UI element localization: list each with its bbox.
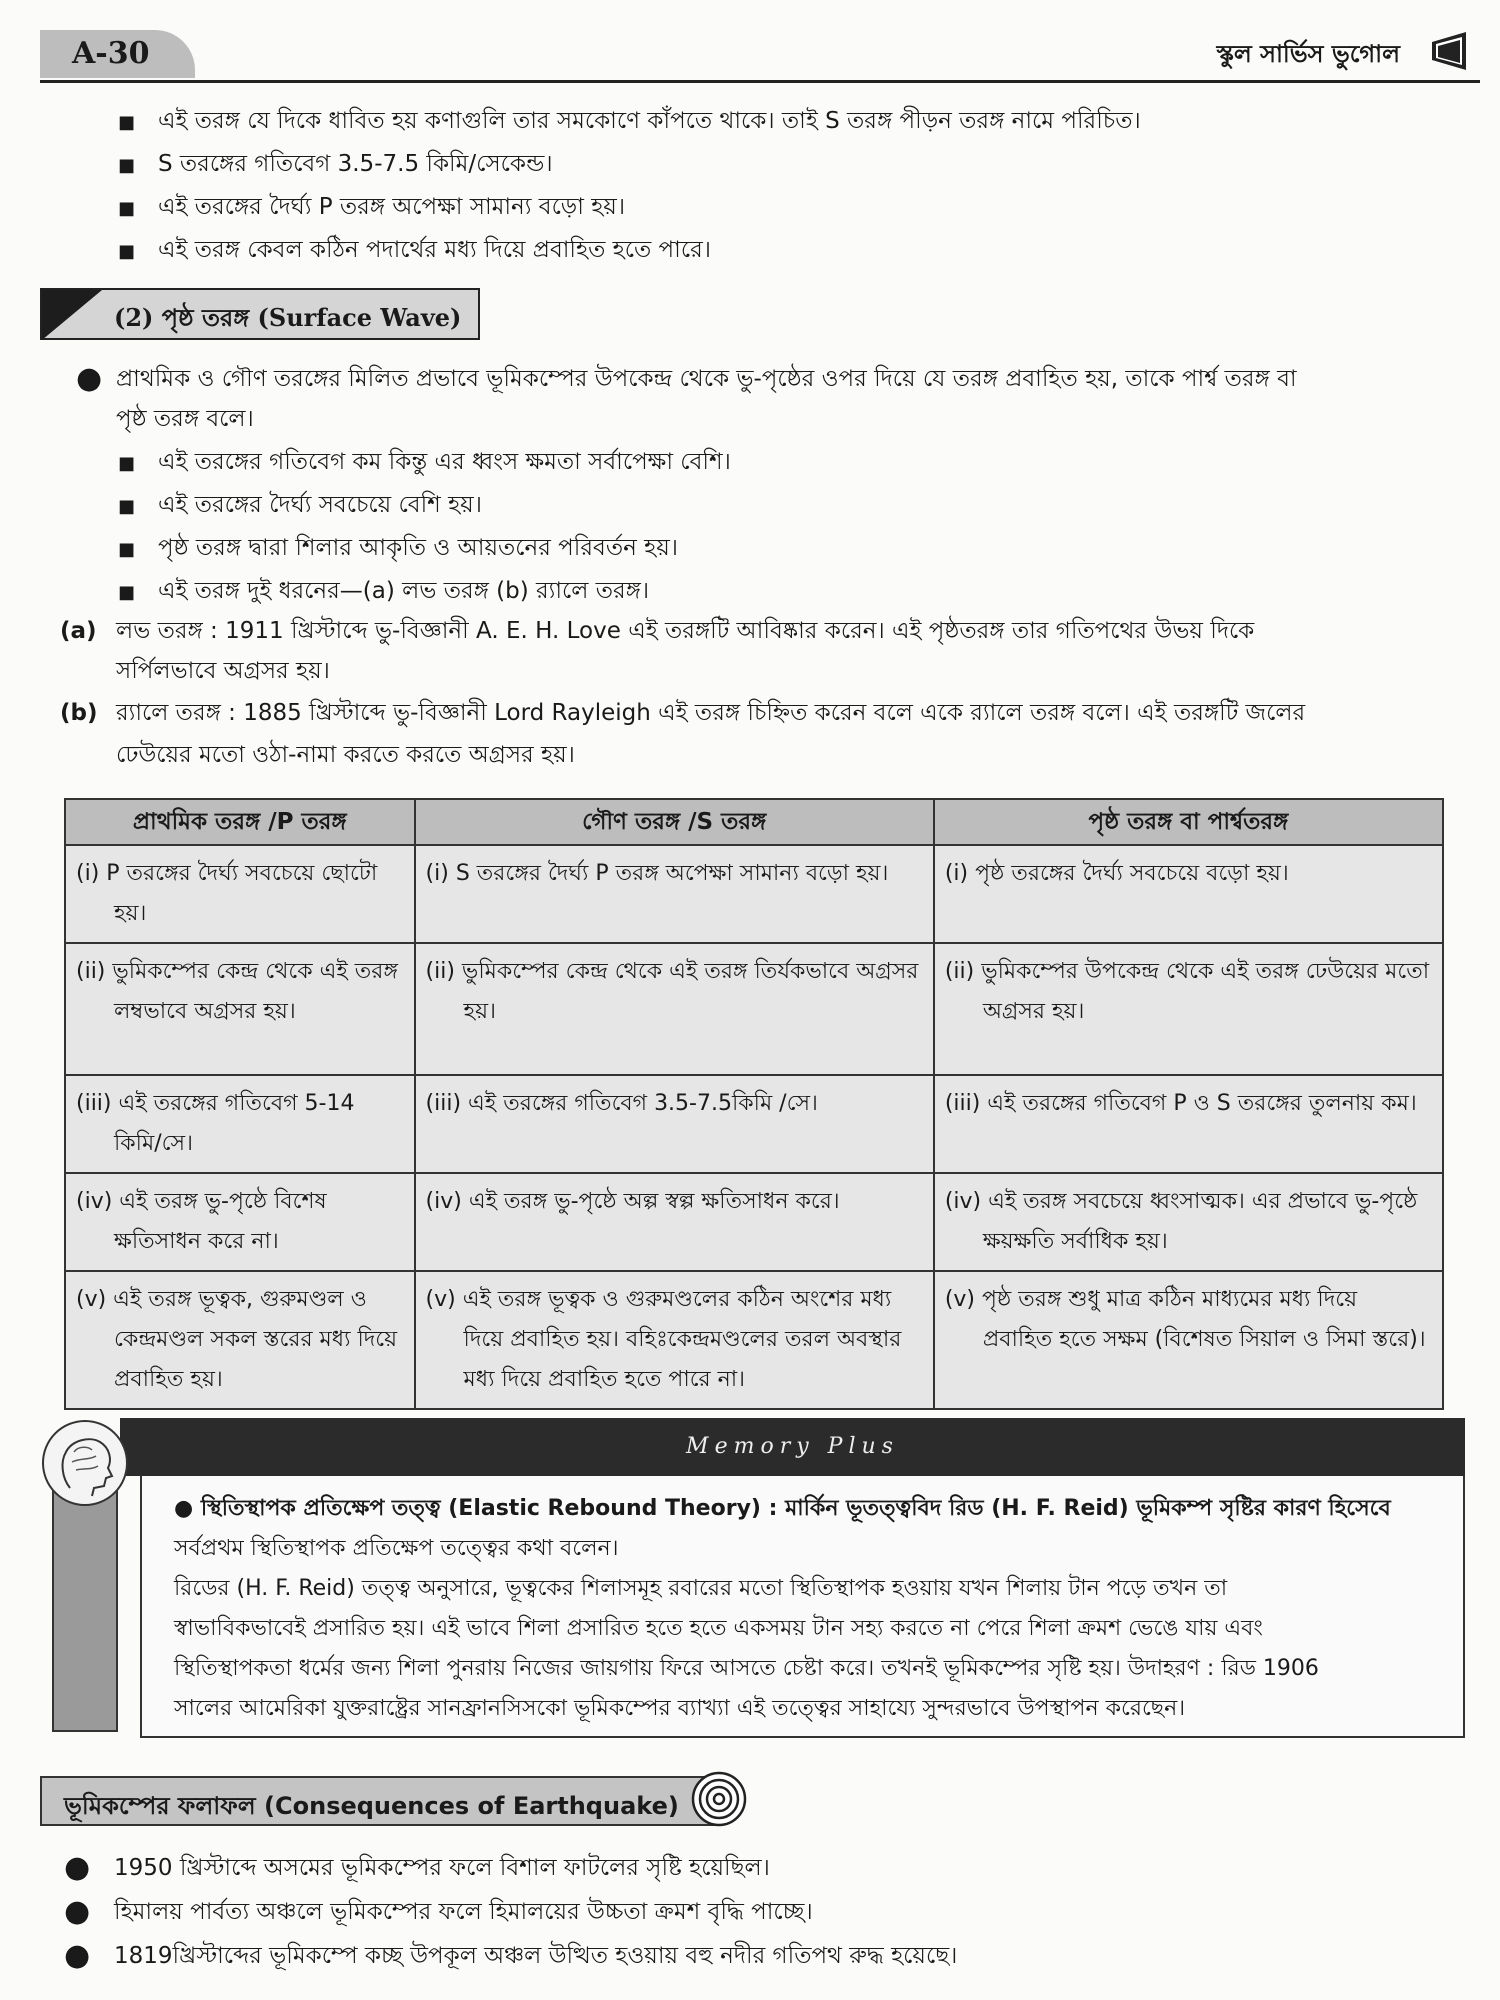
book-title: স্কুল সার্ভিস ভুগোল [1216, 40, 1400, 68]
memory-line: ● স্থিতিস্থাপক প্রতিক্ষেপ তত্ত্ব (Elastic Rebound Theory) : মার্কিন ভূতত্ত্ববিদ রিড (H. F. Reid) ভূমিকম্প সৃষ্টির কারণ হিসেবে [174, 1496, 1391, 1521]
table-cell: (ii) ভুমিকম্পের উপকেন্দ্র থেকে এই তরঙ্গ ঢেউয়ের মতো অগ্রসর হয়। [934, 943, 1443, 1075]
memory-plus-box [40, 1418, 1465, 1748]
heading-triangle-icon [42, 290, 102, 340]
table-cell: (iii) এই তরঙ্গের গতিবেগ 5-14 কিমি/সে। [65, 1075, 415, 1173]
wave-comparison-table [64, 798, 1444, 1410]
love-line2: সর্পিলভাবে অগ্রসর হয়। [116, 658, 330, 684]
page-header [40, 22, 1480, 83]
memory-line: স্থিতিস্থাপকতা ধর্মের জন্য শিলা পুনরায় নিজের জায়গায় ফিরে আসতে চেষ্টা করে। তখনই ভূমিকম্পের সৃষ্টি হয়। উদাহরণ : রিড 1906 [174, 1656, 1319, 1681]
table-cell: (i) S তরঙ্গের দৈর্ঘ্য P তরঙ্গ অপেক্ষা সামান্য বড়ো হয়। [415, 845, 934, 943]
list-item: এই তরঙ্গ যে দিকে ধাবিত হয় কণাগুলি তার সমকোণে কাঁপতে থাকে। তাই S তরঙ্গ পীড়ন তরঙ্গ নামে পরিচিত। [158, 108, 1141, 134]
table-cell: (iv) এই তরঙ্গ সবচেয়ে ধ্বংসাত্মক। এর প্রভাবে ভু-পৃষ্ঠে ক্ষয়ক্ষতি সর্বাধিক হয়। [934, 1173, 1443, 1271]
table-row [65, 845, 1443, 943]
table-cell: (v) পৃষ্ঠ তরঙ্গ শুধু মাত্র কঠিন মাধ্যমের মধ্য দিয়ে প্রবাহিত হতে সক্ষম (বিশেষত সিয়াল ও সিমা স্তরে)। [934, 1271, 1443, 1409]
table-row [65, 1271, 1443, 1409]
bullet-square-icon: ■ [118, 198, 136, 219]
memory-line: স্বাভাবিকভাবেই প্রসারিত হয়। এই ভাবে শিলা প্রসারিত হতে হতে একসময় টান সহ্য করতে না পেরে শিলা ক্রমশ ভেঙে যায় এবং [174, 1616, 1263, 1641]
list-item: পৃষ্ঠ তরঙ্গ দ্বারা শিলার আকৃতি ও আয়তনের পরিবর্তন হয়। [158, 535, 678, 561]
table-header-s-wave: গৌণ তরঙ্গ /S তরঙ্গ [415, 799, 934, 845]
book-icon [1426, 28, 1472, 74]
love-label: (a) [60, 618, 97, 644]
list-item: S তরঙ্গের গতিবেগ 3.5-7.5 কিমি/সেকেন্ড। [158, 151, 553, 177]
memory-line: সর্বপ্রথম স্থিতিস্থাপক প্রতিক্ষেপ তত্ত্বের কথা বলেন। [174, 1536, 619, 1561]
list-item: এই তরঙ্গের গতিবেগ কম কিন্তু এর ধ্বংস ক্ষমতা সর্বাপেক্ষা বেশি। [158, 449, 731, 475]
table-cell: (iii) এই তরঙ্গের গতিবেগ P ও S তরঙ্গের তুলনায় কম। [934, 1075, 1443, 1173]
brain-head-icon [40, 1418, 130, 1508]
table-cell: (i) P তরঙ্গের দৈর্ঘ্য সবচেয়ে ছোটো হয়। [65, 845, 415, 943]
table-cell: (iii) এই তরঙ্গের গতিবেগ 3.5-7.5কিমি /সে। [415, 1075, 934, 1173]
memory-plus-banner: Memory Plus [120, 1418, 1465, 1476]
section-heading-surface-wave [40, 288, 480, 340]
spiral-scroll-icon [690, 1770, 748, 1828]
section-heading-consequences [40, 1776, 720, 1826]
table-cell: (v) এই তরঙ্গ ভূত্বক, গুরুমণ্ডল ও কেন্দ্রমণ্ডল সকল স্তরের মধ্য দিয়ে প্রবাহিত হয়। [65, 1271, 415, 1409]
table-header-p-wave: প্রাথমিক তরঙ্গ /P তরঙ্গ [65, 799, 415, 845]
surface-intro-line2: পৃষ্ঠ তরঙ্গ বলে। [116, 406, 254, 432]
bullet-square-icon: ■ [118, 155, 136, 176]
memory-content [140, 1476, 1465, 1738]
bullet-square-icon: ■ [118, 582, 136, 603]
section-title: ভূমিকম্পের ফলাফল (Consequences of Earthquake) [64, 1792, 679, 1820]
page-code: A-30 [40, 30, 195, 78]
surface-intro-line1: প্রাথমিক ও গৌণ তরঙ্গের মিলিত প্রভাবে ভূমিকম্পের উপকেন্দ্র থেকে ভু-পৃষ্ঠের ওপর দিয়ে যে তরঙ্গ প্রবাহিত হয়, তাকে পার্শ্ব তরঙ্গ বা [116, 366, 1297, 392]
table-row [65, 1173, 1443, 1271]
table-cell: (v) এই তরঙ্গ ভূত্বক ও গুরুমণ্ডলের কঠিন অংশের মধ্য দিয়ে প্রবাহিত হয়। বহিঃকেন্দ্রমণ্ডলের তরল অবস্থার মধ্য দিয়ে প্রবাহিত হতে পারে না। [415, 1271, 934, 1409]
rayleigh-line2: ঢেউয়ের মতো ওঠা-নামা করতে করতে অগ্রসর হয়। [116, 742, 575, 768]
table-header-row [65, 799, 1443, 845]
list-item: এই তরঙ্গ দুই ধরনের—(a) লভ তরঙ্গ (b) র‍্যালে তরঙ্গ। [158, 578, 650, 604]
table-row [65, 1075, 1443, 1173]
table-row [65, 943, 1443, 1075]
rayleigh-line1: র‍্যালে তরঙ্গ : 1885 খ্রিস্টাব্দে ভু-বিজ্ঞানী Lord Rayleigh এই তরঙ্গ চিহ্নিত করেন বলে একে র‍্যালে তরঙ্গ বলে। এই তরঙ্গটি জলের [116, 700, 1306, 726]
table-header-surface-wave: পৃষ্ঠ তরঙ্গ বা পার্শ্বতরঙ্গ [934, 799, 1443, 845]
memory-line: রিডের (H. F. Reid) তত্ত্ব অনুসারে, ভূত্বকের শিলাসমূহ রবারের মতো স্থিতিস্থাপক হওয়ায় যখন শিলায় টান পড়ে তখন তা [174, 1576, 1228, 1601]
table-cell: (ii) ভুমিকম্পের কেন্দ্র থেকে এই তরঙ্গ লম্বভাবে অগ্রসর হয়। [65, 943, 415, 1075]
section-title: (2) পৃষ্ঠ তরঙ্গ (Surface Wave) [114, 303, 462, 332]
list-item: হিমালয় পার্বত্য অঞ্চলে ভূমিকম্পের ফলে হিমালয়ের উচ্চতা ক্রমশ বৃদ্ধি পাচ্ছে। [114, 1899, 813, 1925]
list-item: 1819খ্রিস্টাব্দের ভূমিকম্পে কচ্ছ উপকূল অঞ্চল উত্থিত হওয়ায় বহু নদীর গতিপথ রুদ্ধ হয়েছে। [114, 1943, 958, 1969]
list-item: এই তরঙ্গের দৈর্ঘ্য P তরঙ্গ অপেক্ষা সামান্য বড়ো হয়। [158, 194, 626, 220]
rayleigh-label: (b) [60, 700, 98, 726]
table-cell: (i) পৃষ্ঠ তরঙ্গের দৈর্ঘ্য সবচেয়ে বড়ো হয়। [934, 845, 1443, 943]
list-item: এই তরঙ্গ কেবল কঠিন পদার্থের মধ্য দিয়ে প্রবাহিত হতে পারে। [158, 237, 711, 263]
bullet-square-icon: ■ [118, 453, 136, 474]
bullet-square-icon: ■ [118, 241, 136, 262]
love-line1: লভ তরঙ্গ : 1911 খ্রিস্টাব্দে ভু-বিজ্ঞানী A. E. H. Love এই তরঙ্গটি আবিষ্কার করেন। এই পৃষ্ঠতরঙ্গ তার গতিপথের উভয় দিকে [116, 618, 1255, 644]
table-cell: (ii) ভুমিকম্পের কেন্দ্র থেকে এই তরঙ্গ তির্যকভাবে অগ্রসর হয়। [415, 943, 934, 1075]
bullet-dot-icon: ● [76, 361, 103, 396]
list-item: 1950 খ্রিস্টাব্দে অসমের ভূমিকম্পের ফলে বিশাল ফাটলের সৃষ্টি হয়েছিল। [114, 1855, 770, 1881]
bullet-dot-icon: ● [64, 1850, 91, 1885]
bullet-square-icon: ■ [118, 496, 136, 517]
table-cell: (iv) এই তরঙ্গ ভু-পৃষ্ঠে অল্প স্বল্প ক্ষতিসাধন করে। [415, 1173, 934, 1271]
bullet-square-icon: ■ [118, 112, 136, 133]
memory-line: সালের আমেরিকা যুক্তরাষ্ট্রের সানফ্রানসিসকো ভূমিকম্পের ব্যাখ্যা এই তত্ত্বের সাহায্যে সুন্দরভাবে উপস্থাপন করেছেন। [174, 1696, 1186, 1721]
list-item: এই তরঙ্গের দৈর্ঘ্য সবচেয়ে বেশি হয়। [158, 492, 482, 518]
bullet-dot-icon: ● [64, 1938, 91, 1973]
table-cell: (iv) এই তরঙ্গ ভু-পৃষ্ঠে বিশেষ ক্ষতিসাধন করে না। [65, 1173, 415, 1271]
bullet-square-icon: ■ [118, 539, 136, 560]
bullet-dot-icon: ● [64, 1894, 91, 1929]
